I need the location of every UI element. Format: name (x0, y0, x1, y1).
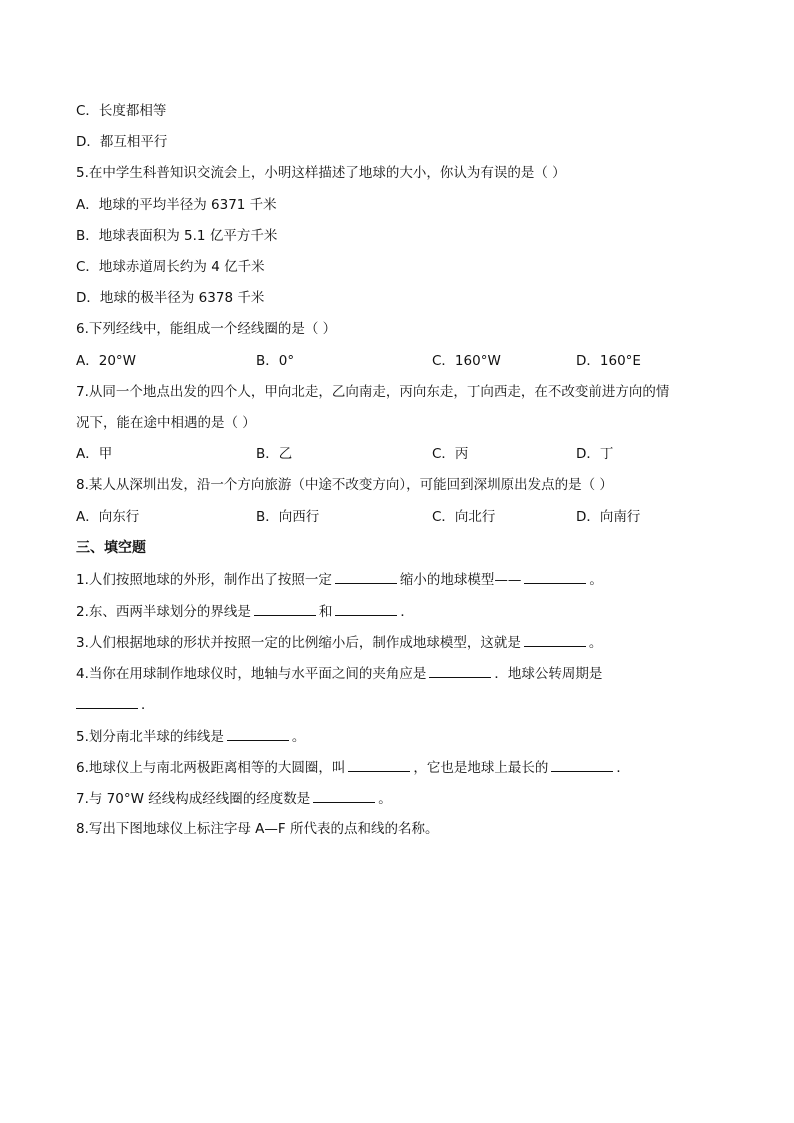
fill-question-3: 3.人们根据地球的形状并按照一定的比例缩小后，制作成地球模型，这就是 。 (76, 632, 736, 653)
answer-blank[interactable] (348, 757, 410, 772)
answer-blank[interactable] (254, 601, 316, 616)
question-5: 5.在中学生科普知识交流会上，小明这样描述了地球的大小，你认为有误的是（ ） (76, 165, 566, 181)
q4-option-d: D．都互相平行 (76, 134, 168, 150)
q6-option-b: B．0° (256, 353, 295, 369)
q7-options (76, 444, 736, 464)
q6-option-a: A．20°W (76, 353, 137, 369)
q7-option-a: A．甲 (76, 446, 113, 462)
answer-blank[interactable] (227, 726, 289, 741)
question-8: 8.某人从深圳出发，沿一个方向旅游（中途不改变方向），可能回到深圳原出发点的是（ ） (76, 477, 613, 493)
q7-option-d: D．丁 (576, 446, 614, 462)
answer-blank[interactable] (524, 569, 586, 584)
q5-option-b: B．地球表面积为 5.1 亿平方千米 (76, 228, 278, 244)
question-7-line2: 况下，能在途中相遇的是（ ） (76, 415, 256, 431)
q4-option-c: C．长度都相等 (76, 103, 167, 119)
fill-question-2: 2.东、西两半球划分的界线是 和 ． (76, 601, 736, 622)
question-7-line1: 7.从同一个地点出发的四个人，甲向北走，乙向南走，丙向东走，丁向西走，在不改变前进方向的情 (76, 384, 670, 400)
q6-option-d: D．160°E (576, 353, 641, 369)
fill-question-1: 1.人们按照地球的外形，制作出了按照一定 缩小的地球模型—— 。 (76, 569, 736, 590)
q7-option-b: B．乙 (256, 446, 293, 462)
q7-option-c: C．丙 (432, 446, 469, 462)
q6-option-c: C．160°W (432, 353, 501, 369)
fill-question-4: 4.当你在用球制作地球仪时，地轴与水平面之间的夹角应是 ．地球公转周期是 (76, 663, 736, 684)
answer-blank[interactable] (76, 694, 138, 709)
answer-blank[interactable] (524, 632, 586, 647)
fill-question-8: 8.写出下图地球仪上标注字母 A—F 所代表的点和线的名称。 (76, 821, 439, 837)
answer-blank[interactable] (335, 569, 397, 584)
answer-blank[interactable] (335, 601, 397, 616)
answer-blank[interactable] (313, 788, 375, 803)
q5-option-d: D．地球的极半径为 6378 千米 (76, 290, 265, 306)
q8-options (76, 507, 736, 527)
fill-question-7: 7.与 70°W 经线构成经线圈的经度数是 。 (76, 788, 736, 809)
q8-option-b: B．向西行 (256, 509, 320, 525)
q6-options (76, 351, 736, 371)
fill-question-5: 5.划分南北半球的纬线是 。 (76, 726, 736, 747)
answer-blank[interactable] (429, 663, 491, 678)
fill-question-6: 6.地球仪上与南北两极距离相等的大圆圈，叫 ，它也是地球上最长的 ． (76, 757, 736, 778)
q5-option-a: A．地球的平均半径为 6371 千米 (76, 197, 277, 213)
answer-blank[interactable] (551, 757, 613, 772)
question-6: 6.下列经线中，能组成一个经线圈的是（ ） (76, 321, 337, 337)
q8-option-d: D．向南行 (576, 509, 641, 525)
section-heading-fill-in: 三、填空题 (76, 540, 146, 556)
q5-option-c: C．地球赤道周长约为 4 亿千米 (76, 259, 265, 275)
q8-option-c: C．向北行 (432, 509, 496, 525)
fill-question-4-cont: ． (76, 694, 736, 715)
q8-option-a: A．向东行 (76, 509, 140, 525)
